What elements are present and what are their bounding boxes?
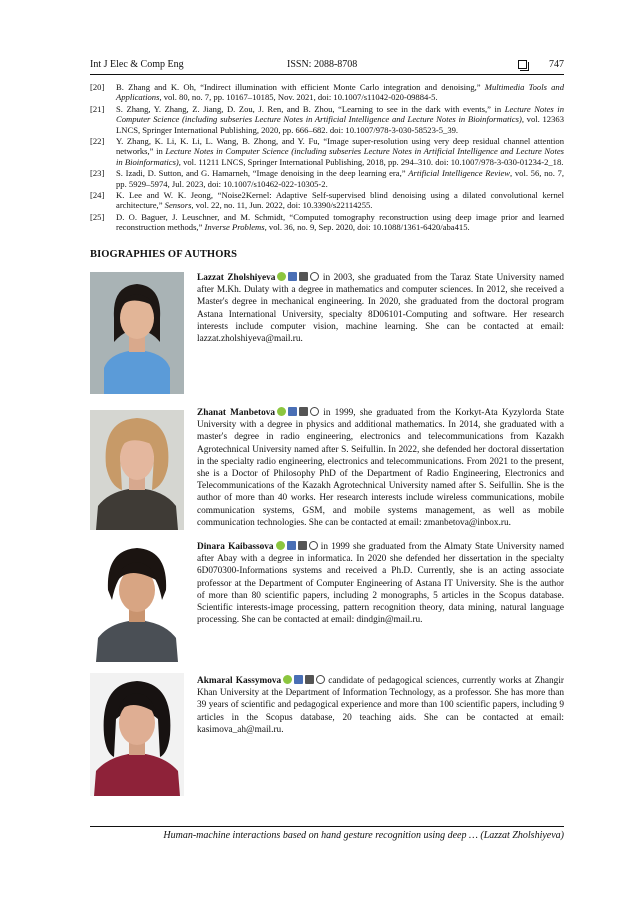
page-header xyxy=(90,58,564,72)
box-icon xyxy=(518,60,527,69)
author-name: Akmaral Kassymova xyxy=(197,676,282,686)
scopus-icon[interactable] xyxy=(305,675,314,684)
scholar-icon[interactable] xyxy=(294,675,303,684)
reference-venue: Artificial Intelligence Review xyxy=(408,168,511,179)
reference-details: , vol. 22, no. 11, Jun. 2022, doi: 10.3390/s22114255. xyxy=(191,200,373,211)
reference-details: , vol. 80, no. 7, pp. 10167–10185, Nov. 2021, doi: 10.1007/s11042-020-09884-5. xyxy=(159,92,438,103)
orcid-icon[interactable] xyxy=(283,675,292,684)
scholar-icon[interactable] xyxy=(288,272,297,281)
author-bio xyxy=(197,272,564,345)
issn-label: ISSN: 2088-8708 xyxy=(287,59,358,70)
reference-details: , vol. 36, no. 9, Sep. 2020, doi: 10.1088/1361-6420/aba415. xyxy=(264,222,470,233)
reference-item xyxy=(90,168,564,189)
author-photo xyxy=(90,673,184,796)
reference-details: , vol. 56, no. 7, pp. 5929–5974, Jul. 2023, doi: 10.1007/s10462-022-10305-2. xyxy=(116,168,564,189)
reference-number: [20] xyxy=(90,82,105,92)
reference-item xyxy=(90,212,564,233)
reference-text: D. O. Baguer, J. Leuschner, and M. Schmidt, “Computed tomography reconstruction using deep image prior and learned reconstruction methods,” xyxy=(116,211,564,233)
page-footer: Human-machine interactions based on hand gesture recognition using deep … (Lazzat Zholshiyeva) xyxy=(163,830,564,841)
reference-number: [21] xyxy=(90,103,105,114)
scopus-icon[interactable] xyxy=(299,272,308,281)
portrait-image xyxy=(90,272,184,394)
author-bio-text: in 2003, she graduated from the Taraz State University named after M.Kh. Dulaty with a degree in mathematics and computer sciences. In 2012, she received a Master's degree in mechanical engineering. In 2020, she graduated from the doctoral program Astana International University, specialty 8D06101-Computing and software. Her research interests include computer vision, machine learning. She can be contacted at email: lazzat.zholshiyeva@mail.ru. xyxy=(197,273,565,345)
author-bio-text: in 1999, she graduated from the Korkyt-Ata Kyzylorda State University with a degree in physics and additional mathematics. In 2014, she graduated with a master's degree in radio engineering, electronics and telecommunications from Kazakh Agrotechnical University named after S. Seifullin. In 2022, she defended her doctoral dissertation in the specialty radio engineering, electronics and telecommunications. From 2021 to the present, she is a Doctor of Philosophy PhD of the Department of Radio Engineering, Electronics and Telecommunications of the Kazakh Agrotechnical University named after S. Seifullin. She is the author of more than 40 works. Her research interests include wireless communications, mobile communication systems, GSM, and mobile systems management, as well as mobile communication technologies. She can be contacted at email: zmanbetova@inbox.ru. xyxy=(197,408,564,528)
portrait-image xyxy=(90,673,184,796)
portrait-image xyxy=(90,540,184,662)
reference-item xyxy=(90,104,564,135)
reference-text: Y. Zhang, K. Li, K. Li, L. Wang, B. Zhong, and Y. Fu, “Image super-resolution using very deep residual channel attention networks,” in xyxy=(116,136,564,157)
orcid-icon[interactable] xyxy=(277,407,286,416)
author-bio xyxy=(197,407,564,529)
reference-details: , vol. 12363 LNCS, Springer International Publishing, 2020, pp. 666–682. doi: 10.1007/978-3-030-58523-5_39. xyxy=(116,114,564,135)
scopus-icon[interactable] xyxy=(299,407,308,416)
reference-number: [25] xyxy=(90,211,105,222)
author-name: Dinara Kaibassova xyxy=(197,542,274,552)
author-photo xyxy=(90,410,184,530)
reference-item xyxy=(90,190,564,211)
reference-number: [24] xyxy=(90,190,105,201)
reference-venue: Sensors xyxy=(164,200,192,211)
reference-item xyxy=(90,82,564,103)
reference-list xyxy=(90,82,564,234)
reference-number: [23] xyxy=(90,168,105,179)
reference-text: S. Zhang, Y. Zhang, Z. Jiang, D. Zou, J. Ren, and B. Zhou, “Learning to see in the dark with events,” in xyxy=(116,103,505,114)
reference-venue: Lecture Notes in Computer Science (including subseries Lecture Notes in Artificial Intelligence and Lecture Notes in Bioinformatics) xyxy=(116,103,564,125)
author-name: Zhanat Manbetova xyxy=(197,408,276,418)
reference-venue: Lecture Notes in Computer Science (including subseries Lecture Notes in Artificial Intelligence and Lecture Notes in Bioinformatics) xyxy=(116,146,564,167)
page-number: 747 xyxy=(549,59,564,70)
author-bio xyxy=(197,675,564,736)
web-of-science-icon[interactable] xyxy=(310,407,319,416)
scholar-icon[interactable] xyxy=(287,541,296,550)
reference-venue: Multimedia Tools and Applications xyxy=(116,82,565,103)
scopus-icon[interactable] xyxy=(298,541,307,550)
journal-name: Int J Elec & Comp Eng xyxy=(90,59,184,70)
section-title: BIOGRAPHIES OF AUTHORS xyxy=(90,249,238,260)
footer-rule xyxy=(90,826,564,827)
header-rule xyxy=(90,74,564,75)
reference-venue: Inverse Problems xyxy=(204,222,265,233)
orcid-icon[interactable] xyxy=(277,272,286,281)
reference-text: S. Izadi, D. Sutton, and G. Hamarneh, “Image denoising in the deep learning era,” xyxy=(116,168,409,179)
reference-text: B. Zhang and K. Oh, “Indirect illumination with efficient Monte Carlo integration and denoising,” xyxy=(116,82,485,92)
reference-item xyxy=(90,136,564,167)
reference-details: , vol. 11211 LNCS, Springer International Publishing, 2018, pp. 294–310. doi: 10.1007/978-3-030-01234-2_18. xyxy=(178,156,564,167)
author-bio-text: in 1999 she graduated from the Almaty State University named after Abay with a degree in informatica. In 2020 she defended her dissertation in the specialty 6D070300-Informations systems and received a Ph.D. Currently, she is an acting associate professor at the Department of Computer Engineering of Astana IT University. She is the author of more than 80 scientific papers, including 2 monographs, 5 articles in the Scopus database. Scientific interests-image processing, pattern recognition theory, data mining, natural language processing. She can be contacted at email: dindgin@mail.ru. xyxy=(197,542,564,626)
author-photo xyxy=(90,272,184,394)
orcid-icon[interactable] xyxy=(276,541,285,550)
reference-number: [22] xyxy=(90,136,105,147)
reference-text: K. Lee and W. K. Jeong, “Noise2Kernel: Adaptive Self-supervised blind denoising using a dilated convolutional kernel architecture,” xyxy=(116,190,564,211)
scholar-icon[interactable] xyxy=(288,407,297,416)
web-of-science-icon[interactable] xyxy=(309,541,318,550)
author-name: Lazzat Zholshiyeva xyxy=(197,273,276,283)
author-bio-text: candidate of pedagogical sciences, currently works at Zhangir Khan University at the Department of Information Technology, as a professor. She has more than 39 years of scientific and pedagogical experience and more than 100 scientific papers, including 9 articles in the Scopus database, 20 teaching aids. She can be contacted at email: kasimova_ah@mail.ru. xyxy=(197,676,564,735)
web-of-science-icon[interactable] xyxy=(316,675,325,684)
author-photo xyxy=(90,540,184,662)
portrait-image xyxy=(90,410,184,530)
author-bio xyxy=(197,541,564,626)
